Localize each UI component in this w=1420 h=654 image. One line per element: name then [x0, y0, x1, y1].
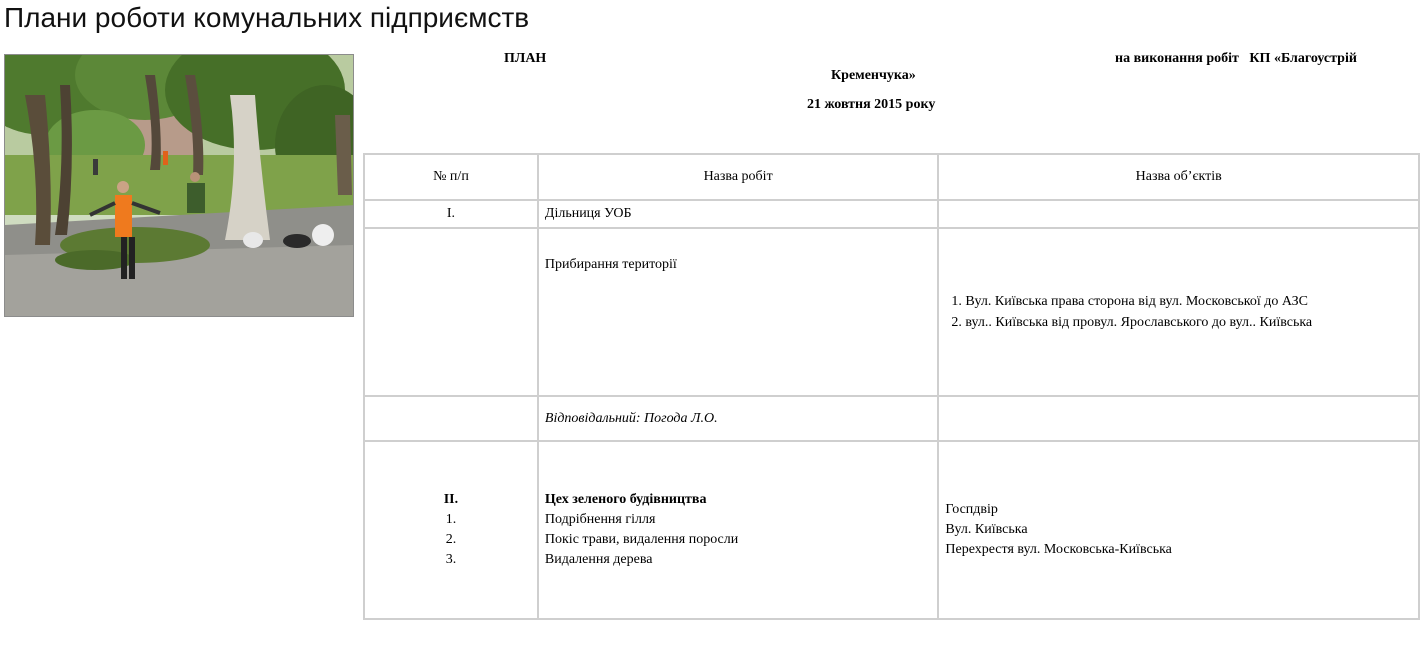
work-photo: [4, 54, 354, 317]
work-name: Подрібнення гілля: [544, 512, 656, 527]
plan-city: Кременчука»: [831, 68, 916, 83]
objects-list: [945, 291, 1412, 333]
empty-cell: [364, 396, 538, 441]
table-row: [364, 228, 1419, 396]
work-name: Покіс трави, видалення поросли: [544, 532, 739, 547]
list-item: 1. Вул. Київська права сторона від вул. Московської до АЗС: [965, 291, 1412, 312]
section-name: Дільниця УОБ: [538, 200, 938, 228]
table-row: [364, 200, 1419, 228]
objects-cell: [938, 441, 1419, 619]
section-numbers: [364, 441, 538, 619]
item-number: 3.: [445, 552, 457, 567]
empty-cell: [364, 228, 538, 396]
object-name: Перехрестя вул. Московська-Київська: [945, 542, 1172, 557]
empty-cell: [938, 396, 1419, 441]
table-row: [364, 441, 1419, 619]
object-name: Вул. Київська: [945, 522, 1028, 537]
header-object-name: Назва об’єктів: [938, 154, 1419, 200]
plan-table: [363, 153, 1420, 620]
table-row: [364, 396, 1419, 441]
header-work-name: Назва робіт: [538, 154, 938, 200]
plan-date: 21 жовтня 2015 року: [807, 97, 936, 112]
table-header-row: [364, 154, 1419, 200]
plan-heading: ПЛАН: [504, 51, 547, 66]
empty-cell: [938, 200, 1419, 228]
object-name: Госпдвір: [945, 502, 998, 517]
page-title: Плани роботи комунальних підприємств: [4, 2, 530, 33]
objects-cell: [938, 228, 1419, 396]
work-name: Прибирання території: [538, 228, 938, 396]
item-number: 2.: [445, 532, 457, 547]
works-cell: [538, 441, 938, 619]
responsible-person: Відповідальний: Погода Л.О.: [538, 396, 938, 441]
section-number: I.: [364, 200, 538, 228]
header-number: № п/п: [364, 154, 538, 200]
work-name: Видалення дерева: [544, 552, 653, 567]
section-name: Цех зеленого будівництва: [544, 492, 707, 507]
item-number: 1.: [445, 512, 457, 527]
section-number: II.: [443, 492, 459, 507]
plan-subject: на виконання робіт КП «Благоустрій: [1115, 51, 1357, 66]
list-item: 2. вул.. Київська від провул. Ярославського до вул.. Київська: [965, 312, 1412, 333]
